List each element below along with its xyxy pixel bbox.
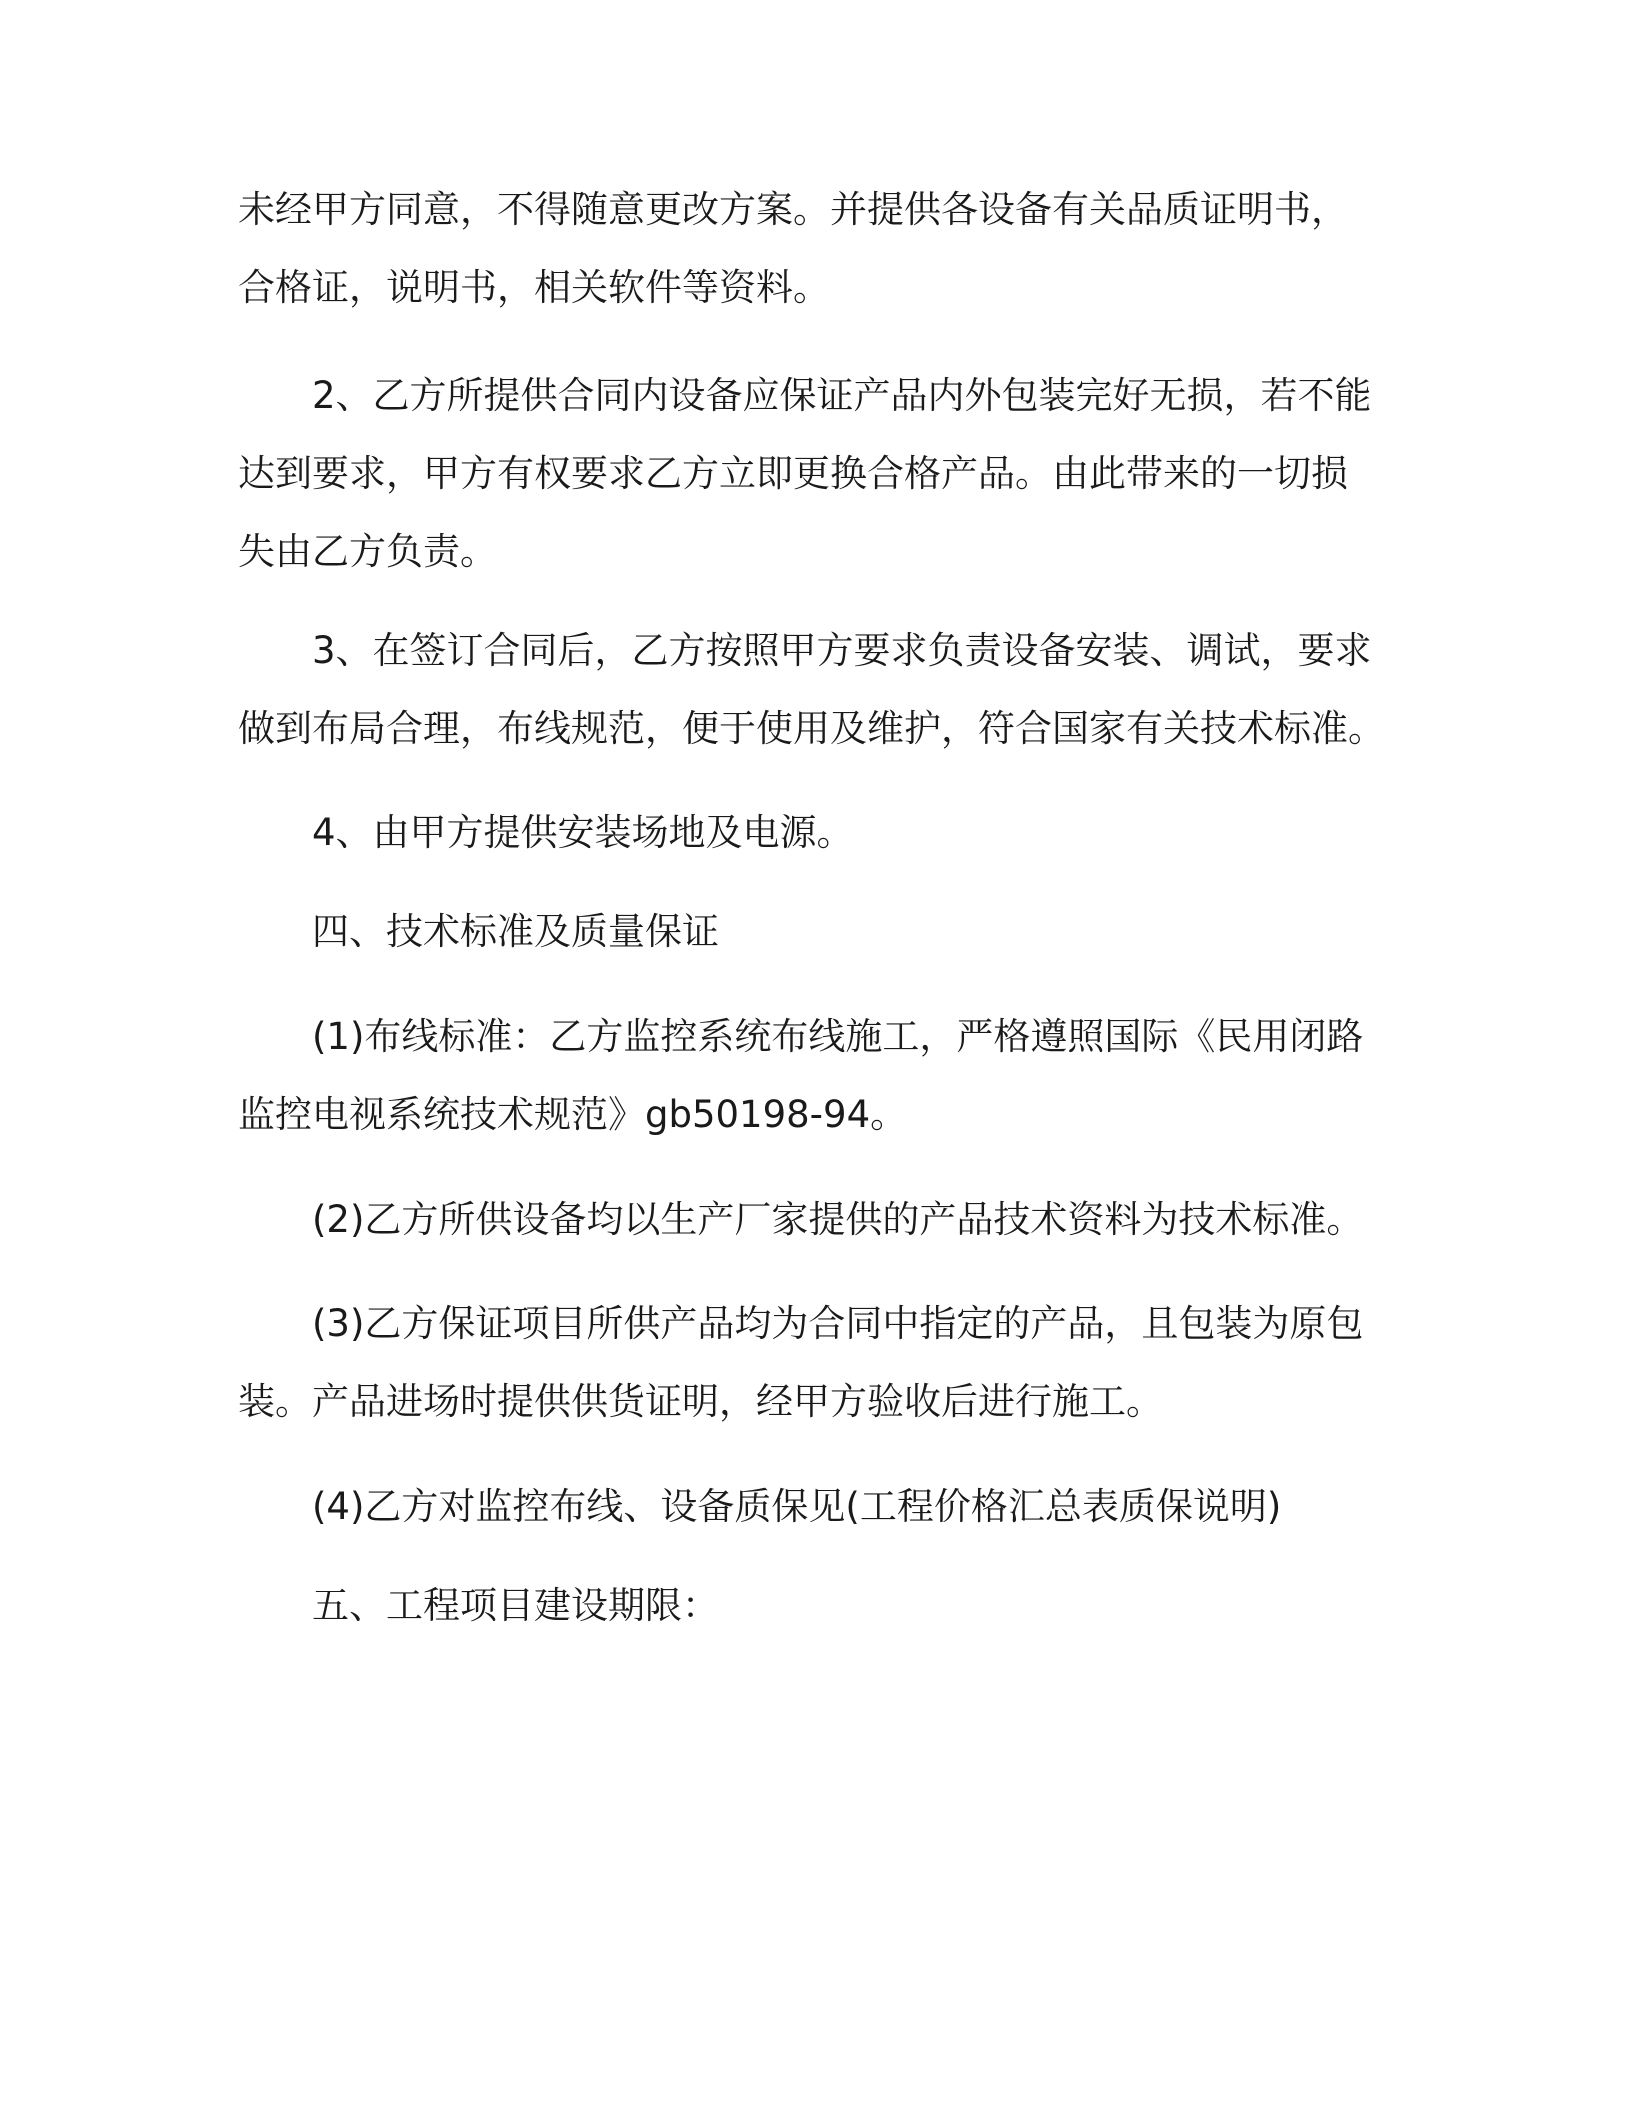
text-line: 4、由甲方提供安装场地及电源。 (312, 811, 854, 854)
text-line: 失由乙方负责。 (238, 530, 497, 573)
paragraph-standard-1 (238, 998, 1398, 1154)
paragraph-clause-2 (238, 357, 1398, 591)
text-line: (4)乙方对监控布线、设备质保见(工程价格汇总表质保说明) (312, 1485, 1282, 1528)
text-line: (3)乙方保证项目所供产品均为合同中指定的产品，且包装为原包 (312, 1302, 1364, 1345)
text-line: 达到要求，甲方有权要求乙方立即更换合格产品。由此带来的一切损 (238, 452, 1348, 495)
paragraph-clause-3 (238, 612, 1398, 768)
section-heading-4 (238, 893, 1398, 971)
paragraph-clause-4 (238, 794, 1398, 872)
text-line: 四、技术标准及质量保证 (312, 910, 719, 953)
paragraph-standard-4 (238, 1468, 1398, 1546)
text-line: (1)布线标准：乙方监控系统布线施工，严格遵照国际《民用闭路 (312, 1015, 1364, 1058)
text-line: 做到布局合理，布线规范，便于使用及维护，符合国家有关技术标准。 (238, 707, 1385, 750)
paragraph-standard-3 (238, 1285, 1398, 1441)
text-line: 合格证，说明书，相关软件等资料。 (238, 266, 830, 309)
paragraph-standard-2 (238, 1181, 1398, 1259)
text-line: (2)乙方所供设备均以生产厂家提供的产品技术资料为技术标准。 (312, 1198, 1364, 1241)
text-line: 监控电视系统技术规范》gb50198-94。 (238, 1093, 908, 1136)
paragraph-scheme-continuation (238, 171, 1398, 327)
section-heading-5 (238, 1567, 1398, 1645)
text-line: 3、在签订合同后，乙方按照甲方要求负责设备安装、调试，要求 (312, 629, 1372, 672)
text-line: 五、工程项目建设期限： (312, 1584, 719, 1627)
text-line: 2、乙方所提供合同内设备应保证产品内外包装完好无损，若不能 (312, 374, 1372, 417)
text-line: 未经甲方同意，不得随意更改方案。并提供各设备有关品质证明书， (238, 188, 1348, 231)
text-line: 装。产品进场时提供供货证明，经甲方验收后进行施工。 (238, 1380, 1163, 1423)
